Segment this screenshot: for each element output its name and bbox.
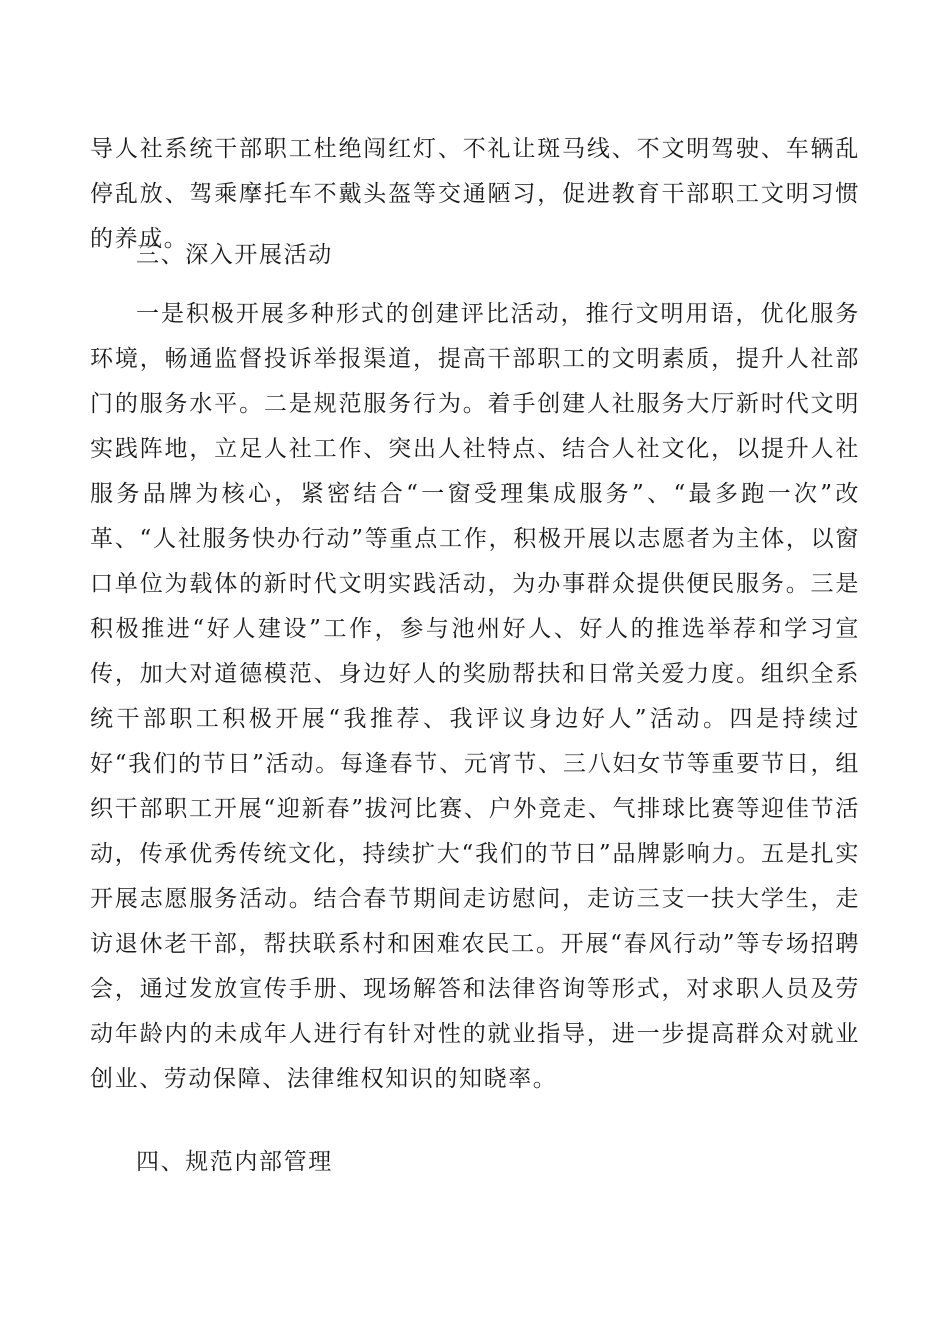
section-heading-3: 三、深入开展活动 [136, 242, 333, 268]
continuation-paragraph: 导人社系统干部职工杜绝闯红灯、不礼让斑马线、不文明驾驶、车辆乱停乱放、驾乘摩托车不戴头盔等交通陋习，促进教育干部职工文明习惯的养成。 [90, 136, 860, 252]
section-3-paragraph: 一是积极开展多种形式的创建评比活动，推行文明用语，优化服务环境，畅通监督投诉举报渠道，提高干部职工的文明素质，提升人社部门的服务水平。二是规范服务行为。着手创建人社服务大厅新时代文明实践阵地，立足人社工作、突出人社特点、结合人社文化，以提升人社服务品牌为核心，紧密结合“一窗受理集成服务”、“最多跑一次”改革、“人社服务快办行动”等重点工作，积极开展以志愿者为主体，以窗口单位为载体的新时代文明实践活动，为办事群众提供便民服务。三是积极推进“好人建设”工作，参与池州好人、好人的推选举荐和学习宣传，加大对道德模范、身边好人的奖励帮扶和日常关爱力度。组织全系统干部职工积极开展“我推荐、我评议身边好人”活动。四是持续过好“我们的节日”活动。每逢春节、元宵节、三八妇女节等重要节日，组织干部职工开展“迎新春”拔河比赛、户外竞走、气排球比赛等迎佳节活动，传承优秀传统文化，持续扩大“我们的节日”品牌影响力。五是扎实开展志愿服务活动。结合春节期间走访慰问，走访三支一扶大学生，走访退休老干部，帮扶联系村和困难农民工。开展“春风行动”等专场招聘会，通过发放宣传手册、现场解答和法律咨询等形式，对求职人员及劳动年龄内的未成年人进行有针对性的就业指导，进一步提高群众对就业创业、劳动保障、法律维权知识的知晓率。 [90, 301, 860, 1092]
section-heading-4: 四、规范内部管理 [136, 1149, 333, 1175]
